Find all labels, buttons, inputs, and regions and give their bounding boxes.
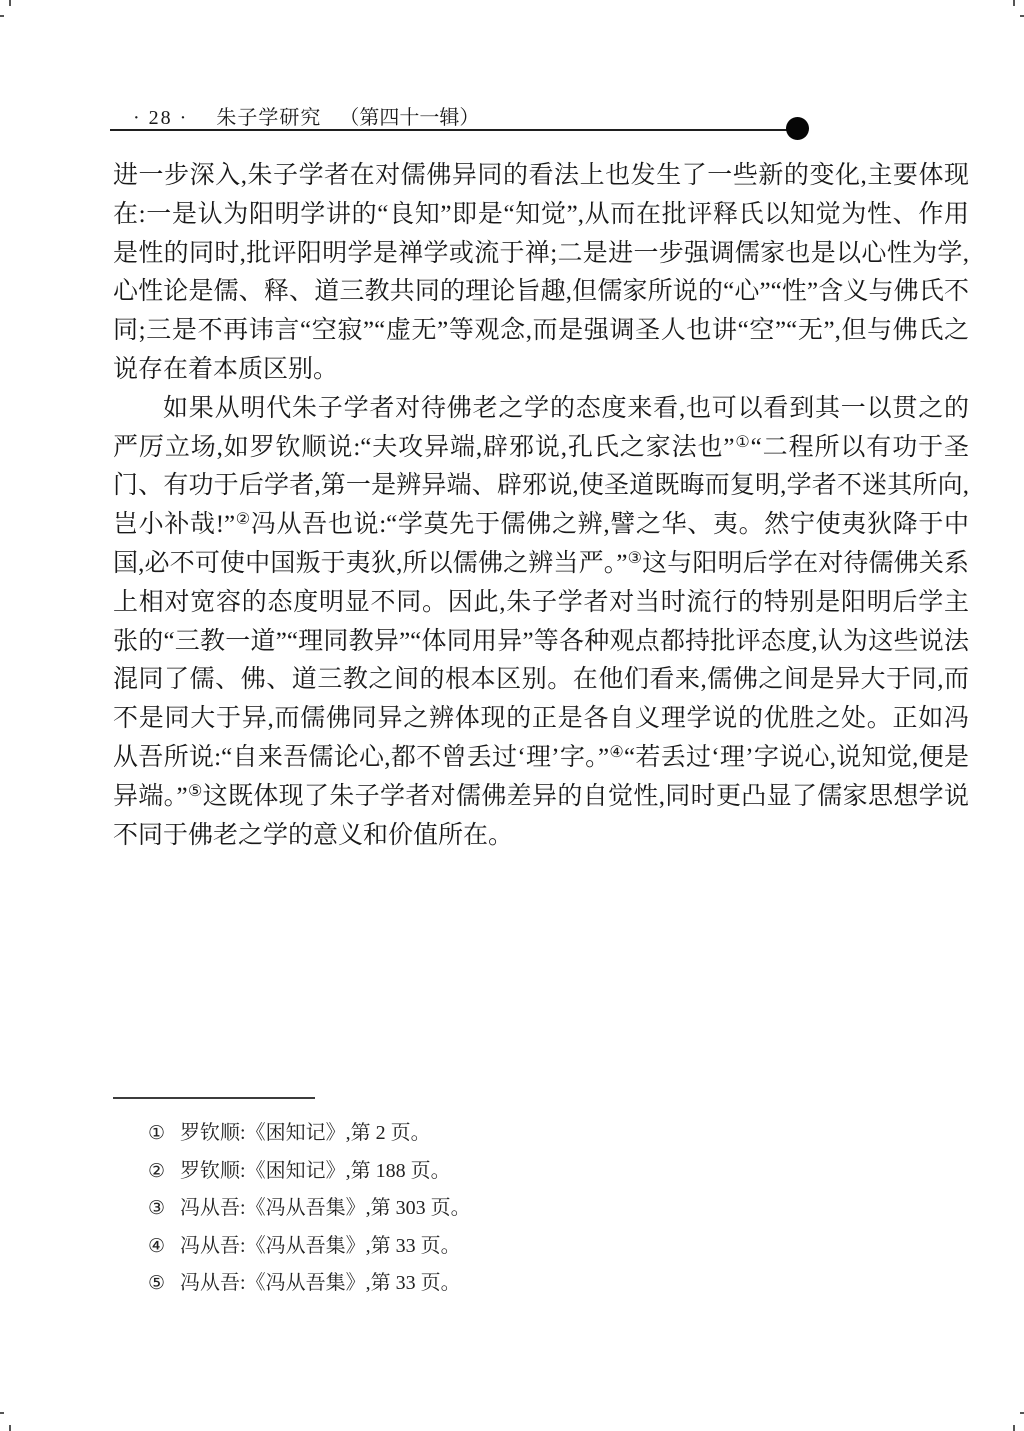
footnote-item: [148, 1190, 471, 1228]
crop-mark: [9, 1425, 11, 1431]
crop-mark: [1013, 0, 1015, 6]
crop-mark: [1020, 1412, 1024, 1414]
header-dot: [786, 117, 809, 140]
footnote-text: 冯从吾:《冯从吾集》,第 33 页。: [180, 1234, 461, 1257]
crop-mark: [1020, 15, 1024, 17]
footnote-ref: ③: [627, 549, 643, 567]
footnote-marker: ①: [148, 1123, 166, 1144]
footnote-text: 冯从吾:《冯从吾集》,第 33 页。: [180, 1272, 461, 1295]
page-number: · 28 ·: [133, 107, 189, 129]
body-text: [113, 157, 969, 855]
footnote-marker: ③: [148, 1198, 166, 1220]
footnote-marker: ⑤: [148, 1273, 166, 1295]
crop-mark: [0, 1412, 4, 1414]
paragraph: 进一步深入,朱子学者在对儒佛异同的看法上也发生了一些新的变化,主要体现在:一是认为阳明学讲的“良知”即是“知觉”,从而在批评释氏以知觉为性、作用是性的同时,批评阳明学是禅学或流于禅;二是进一步强调儒家也是以心性为学,心性论是儒、释、道三教共同的理论旨趣,但儒家所说的“心”“性”含义与佛氏不同;三是不再讳言“空寂”“虚无”等观念,而是强调圣人也讲“空”“无”,但与佛氏之说存在着本质区别。: [113, 162, 969, 383]
crop-mark: [9, 0, 11, 6]
footnote-ref: ②: [235, 511, 251, 529]
book-title: 朱子学研究: [216, 107, 322, 129]
footnote-item: [148, 1265, 471, 1303]
footnote-item: [148, 1228, 471, 1266]
footnote-ref: ①: [734, 433, 751, 451]
crop-mark: [0, 15, 4, 17]
footnote-text: 冯从吾:《冯从吾集》,第 303 页。: [180, 1197, 471, 1220]
header-rule: [110, 129, 787, 131]
footnote-ref: ⑤: [187, 782, 203, 800]
footnote-separator: [113, 1097, 315, 1099]
footnote-list: [148, 1115, 471, 1303]
paragraph: 如果从明代朱子学者对待佛老之学的态度来看,也可以看到其一以贯之的严厉立场,如罗钦顺说:“夫攻异端,辟邪说,孔氏之家法也”①“二程所以有功于圣门、有功于后学者,第一是辨异端、辟邪说,使圣道既晦而复明,学者不迷其所向,岂小补哉!”②冯从吾也说:“学莫先于儒佛之辨,譬之华、夷。然宁使夷狄降于中国,必不可使中国叛于夷狄,所以儒佛之辨当严。”③这与阳明后学在对待儒佛关系上相对宽容的态度明显不同。因此,朱子学者对当时流行的特别是阳明后学主张的“三教一道”“理同教异”“体同用异”等各种观点都持批评态度,认为这些说法混同了儒、佛、道三教之间的根本区别。在他们看来,儒佛之间是异大于同,而不是同大于异,而儒佛同异之辨体现的正是各自义理学说的优胜之处。正如冯从吾所说:“自来吾儒论心,都不曾丢过‘理’字。”④“若丢过‘理’字说心,说知觉,便是异端。”⑤这既体现了朱子学者对儒佛差异的自觉性,同时更凸显了儒家思想学说不同于佛老之学的意义和价值所在。: [113, 394, 970, 849]
running-head-text: [133, 101, 479, 130]
footnote-item: [148, 1153, 471, 1191]
footnote-marker: ④: [148, 1235, 166, 1257]
footnote-ref: ④: [609, 743, 625, 761]
footnote-text: 罗钦顺:《困知记》,第 2 页。: [180, 1122, 431, 1144]
footnote-item: [148, 1115, 471, 1153]
footnote-marker: ②: [148, 1160, 166, 1182]
volume-label: （第四十一辑）: [339, 107, 480, 129]
crop-mark: [1013, 1425, 1015, 1431]
footnote-text: 罗钦顺:《困知记》,第 188 页。: [180, 1159, 451, 1182]
